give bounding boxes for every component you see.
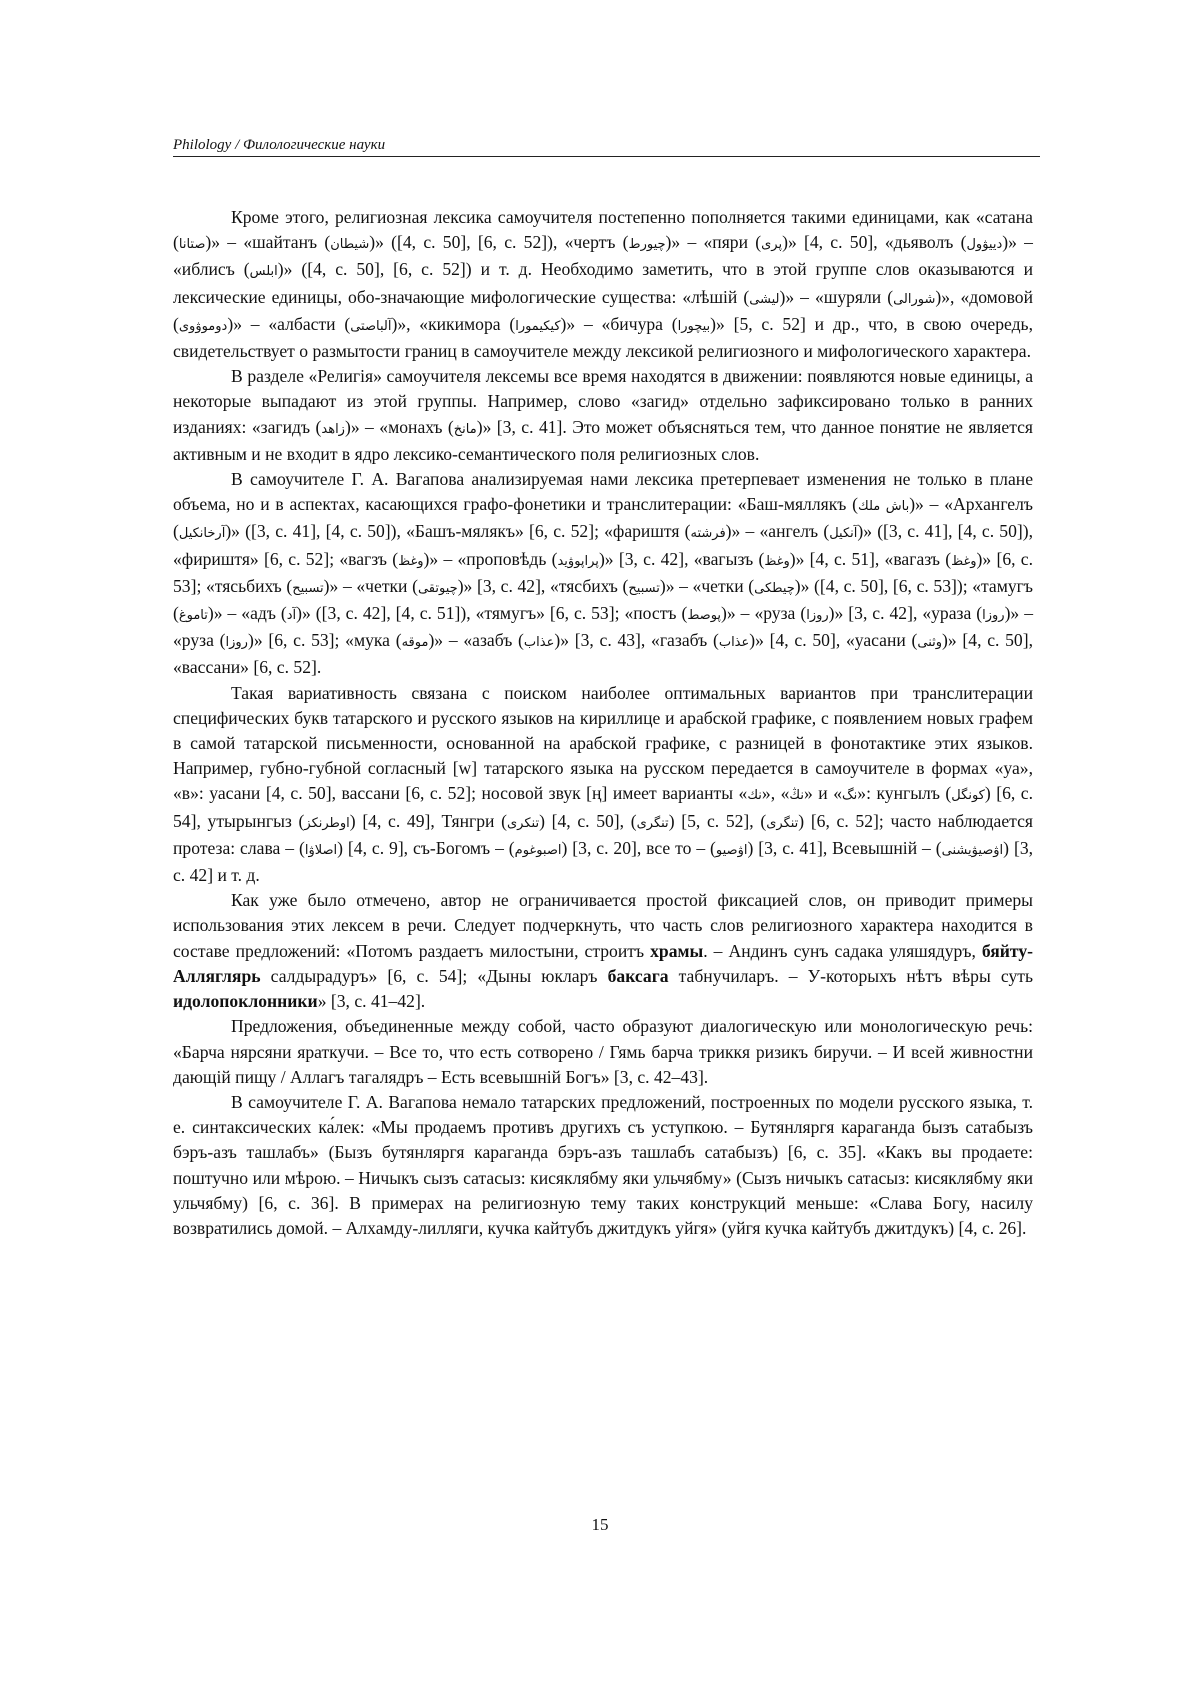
arabic-script-word: تنگرى — [636, 815, 669, 831]
bold-term: бяйту-Алляглярь — [173, 940, 1033, 986]
arabic-script-word: چيورط — [628, 237, 666, 253]
bold-term: идолопоклонники — [173, 991, 318, 1012]
paragraph — [173, 205, 1033, 364]
text-run: )» [6, с. 53]; «тясьбихъ ( — [173, 548, 1033, 596]
text-run: салдырадуръ» [6, с. 54]; «Дыны юкларъ — [260, 965, 608, 986]
arabic-script-word: ابلس — [249, 264, 278, 280]
text-run: )» – «бичура ( — [560, 313, 678, 334]
arabic-script-word: فرشته — [690, 526, 726, 542]
arabic-script-word: تاموغ — [178, 608, 208, 624]
paragraph — [173, 1014, 1033, 1090]
arabic-script-word: تسبيح — [628, 580, 660, 596]
text-run: )» – «проповѣдь ( — [423, 548, 558, 569]
text-run: ) [4, с. 9], съ-Богомъ – ( — [337, 837, 515, 858]
running-header: Philology / Филологические науки — [173, 136, 1040, 157]
text-run: )» [3, с. 42], «ураза ( — [828, 603, 983, 624]
text-run: табнучиларъ. – У-которыхъ нѣтъ вѣры суть — [668, 965, 1033, 986]
text-run: )» – «шуряли ( — [779, 286, 894, 307]
arabic-script-word: شيطان — [330, 237, 370, 253]
text-run: » [3, с. 41–42]. — [317, 991, 426, 1012]
text-run: )» ([4, с. 50], [6, с. 53]); «тамугъ ( — [173, 575, 1033, 624]
text-run: )» [3, с. 41]. Это может объясняться тем, что данное понятие не является активным и не входит в ядро лексико-семантического поля религиозных слов. — [173, 416, 1033, 464]
text-run: », « — [761, 783, 790, 804]
arabic-script-word: بيچورا — [677, 318, 711, 334]
arabic-script-word: زاهد — [321, 421, 345, 437]
text-run: )» [4, с. 50], «дьяволъ ( — [782, 232, 967, 253]
text-run: В разделе «Религія» самоучителя лексемы все время находятся в движении: появляются новые единицы, а некоторые выпадают из этой группы. Например, слово «загид» отдельно зафиксировано только в ранних изданиях: «загидъ ( — [173, 366, 1033, 437]
arabic-script-word: آلباصتى — [350, 318, 392, 334]
paragraph — [173, 1090, 1033, 1241]
arabic-script-word: وغظ — [951, 553, 977, 569]
arabic-script-word: اصبوغوم — [514, 842, 562, 858]
arabic-script-word: پراپوۋيد — [557, 553, 599, 569]
arabic-script-word: باش ملك — [858, 499, 910, 515]
arabic-script-word: تسبيح — [292, 580, 324, 596]
text-run: В самоучителе Г. А. Вагапова анализируемая нами лексика претерпевает изменения не только в плане объема, но и в аспектах, касающихся графо-фонетики и транслитерации: «Баш-мяллякъ ( — [173, 469, 1033, 515]
arabic-script-word: كونگل — [951, 788, 985, 804]
arabic-script-word: اۋصيۋيشنى — [941, 842, 1004, 858]
text-run: )» ([3, с. 42], [4, с. 51]), «тямугъ» [6, с. 53]; «постъ ( — [296, 603, 688, 624]
arabic-script-word: تنكرى — [507, 815, 540, 831]
arabic-script-word: وغظ — [398, 553, 424, 569]
arabic-script-word: وغظ — [764, 553, 790, 569]
article-body — [173, 205, 1033, 1241]
text-run: ) [3, с. 42] и т. д. — [173, 837, 1034, 886]
arabic-script-word: موقه — [401, 635, 429, 651]
text-run: ) [4, с. 49], Тянгри ( — [349, 810, 507, 831]
arabic-script-word: اصلاۋا — [304, 842, 338, 858]
arabic-script-word: پوصط — [687, 608, 722, 624]
paragraph — [173, 364, 1033, 467]
text-run: ) [6, с. 52]; часто наблюдается протеза: слава – ( — [173, 810, 1033, 858]
bold-term: баксага — [607, 965, 669, 986]
text-run: )» – «ангелъ ( — [725, 521, 830, 542]
text-run: » и « — [804, 783, 843, 804]
text-run: )» [4, с. 50], «уасани ( — [749, 630, 918, 651]
page-number: 15 — [591, 1515, 609, 1534]
paragraph — [173, 888, 1033, 1014]
arabic-script-word: روزا — [806, 608, 829, 624]
text-run: )» [4, с. 51], «вагазъ ( — [789, 548, 952, 569]
arabic-script-word: چيطكى — [754, 580, 795, 596]
paragraph — [173, 681, 1033, 889]
text-run: )» – «иблисъ ( — [173, 232, 1033, 280]
text-run: )» – «албасти ( — [227, 313, 351, 334]
arabic-script-word: كيكيمورا — [515, 318, 561, 334]
text-run: )» – «монахъ ( — [344, 416, 454, 437]
arabic-script-word: روزا — [982, 608, 1005, 624]
arabic-script-word: چيوتقى — [417, 580, 458, 596]
arabic-script-word: صتانا — [178, 237, 206, 253]
arabic-script-word: عذاب — [523, 635, 555, 651]
arabic-script-word: آنكيل — [829, 526, 858, 542]
arabic-script-word: نڭ — [789, 788, 804, 804]
text-run: )» – «шайтанъ ( — [205, 232, 331, 253]
arabic-script-word: نگ — [842, 788, 858, 804]
text-run: )» ([4, с. 50], [6, с. 52]), «чертъ ( — [369, 232, 629, 253]
text-run: )» ([4, с. 50], [6, с. 52]) и т. д. Необходимо заметить, что в этой группе слов оказываются и лексические единицы, обо-значающие мифологические существа: «лѣшій ( — [173, 259, 1033, 307]
bold-term: храмы — [650, 940, 704, 961]
text-run: »: кунгылъ ( — [857, 783, 952, 804]
text-run: В самоучителе Г. А. Вагапова немало татарских предложений, построенных по модели русского языка, т. е. синтаксических ка́лек: «Мы продаемъ противъ другихъ съ уступкою. – Бутянляргя караганда бызъ сатабызъ бэръ-азъ ташлабъ» (Бызъ бутянляргя караганда бэръ-азъ ташлабъ сатабызъ) [6, с. 35]. «Какъ вы продаете: поштучно или мѣрою. – Ничыкъ сызъ сатасыз: кисяклябму яки ульчябму» (Сызъ ничыкъ сатасыз: кисяклябму яки ульчябму) [6, с. 36]. В примерах на религиозную тему таких конструкций меньше: «Слава Богу, насилу возвратились домой. – Алхамду-лилляги, кучка кайтубъ джитдукъ уйгя» (уйгя кучка кайтубъ джитдукъ) [4, с. 26]. — [173, 1091, 1033, 1238]
text-run: )» – «руза ( — [173, 603, 1033, 651]
text-run: )» [6, с. 53]; «мука ( — [247, 630, 402, 651]
arabic-script-word: وثنى — [917, 635, 943, 651]
arabic-script-word: عذاب — [718, 635, 750, 651]
arabic-script-word: نك — [747, 788, 762, 804]
text-run: )» [4, с. 50], «вассани» [6, с. 52]. — [173, 630, 1033, 678]
arabic-script-word: مانخ — [453, 421, 477, 437]
text-run: )», «кикимора ( — [391, 313, 516, 334]
text-run: ) [3, с. 20], все то – ( — [561, 837, 716, 858]
text-run: Предложения, объединенные между собой, часто образуют диалогическую или монологическую речь: «Барча нярсяни яраткучи. – Все то, что есть сотворено / Гямь барча триккя ризикъ биручи. – И всей живностни дающій пищу / Аллагъ тагалядръ – Есть всевышній Богъ» [3, с. 42–43]. — [173, 1016, 1033, 1087]
text-run: )» [3, с. 42], «вагызъ ( — [598, 548, 765, 569]
text-run: )» – «четки ( — [323, 575, 418, 596]
arabic-script-word: دوموۋوى — [178, 318, 228, 334]
arabic-script-word: آد — [286, 608, 297, 624]
text-run: )» ([3, с. 41], [4, с. 50]), «Башъ-мялякъ» [6, с. 52]; «фариштя ( — [225, 521, 691, 542]
text-run: )» – «адъ ( — [207, 603, 287, 624]
text-run: ) [5, с. 52], ( — [668, 810, 767, 831]
arabic-script-word: پرى — [761, 237, 783, 253]
text-run: )» – «азабъ ( — [428, 630, 524, 651]
text-run: )» – «Архангелъ ( — [173, 494, 1033, 542]
text-run: )» – «четки ( — [659, 575, 755, 596]
text-run: Как уже было отмечено, автор не ограничивается простой фиксацией слов, он приводит примеры использования этих лексем в речи. Следует подчеркнуть, что часть слов религиозного характера находится в составе предложений: «Потомъ раздаетъ милостыни, строитъ — [173, 890, 1033, 961]
paragraph — [173, 467, 1033, 681]
text-run: )» – «руза ( — [721, 603, 807, 624]
text-run: )» – «пяри ( — [665, 232, 762, 253]
arabic-script-word: شورالى — [893, 291, 936, 307]
arabic-script-word: اوطرنكز — [304, 815, 350, 831]
text-run: )» [3, с. 42], «тясбихъ ( — [457, 575, 629, 596]
text-run: ) [6, с. 54], утырынгыз ( — [173, 783, 1034, 831]
text-run: )» [5, с. 52] и др., что, в свою очередь, свидетельствует о размытости границ в самоучителе между лексикой религиозного и мифологического характера. — [173, 313, 1033, 362]
arabic-script-word: تنگرى — [766, 815, 799, 831]
text-run: . – Андинъ сунъ садака уляшядуръ, — [703, 940, 982, 961]
arabic-script-word: آرخانكيل — [178, 526, 226, 542]
arabic-script-word: روزا — [225, 635, 248, 651]
arabic-script-word: دييۋول — [966, 237, 1003, 253]
text-run: Такая вариативность связана с поиском наиболее оптимальных вариантов при транслитерации специфических букв татарского и русского языков на кириллице и арабской графике, с появлением новых графем в самой татарской письменности, основанной на арабской графике, с разницей в фонотактике этих языков. Например, губно-губной согласный [w] татарского языка на русском передается в самоучителе в формах «уа», «в»: уасани [4, с. 50], вассани [6, с. 52]; носовой звук [ң] имеет варианты « — [173, 682, 1033, 804]
text-run: ) [3, с. 41], Всевышній – ( — [747, 837, 942, 858]
text-run: )», «домовой ( — [173, 286, 1033, 334]
arabic-script-word: اۋصيو — [715, 842, 748, 858]
text-run: ) [4, с. 50], ( — [539, 810, 637, 831]
text-run: )» ([3, с. 41], [4, с. 50]), «фириштя» [6, с. 52]; «вагзъ ( — [173, 521, 1033, 569]
text-run: )» [3, с. 43], «газабъ ( — [554, 630, 719, 651]
text-run: Кроме этого, религиозная лексика самоучителя постепенно пополняется такими единицами, как «сатана ( — [173, 207, 1033, 253]
arabic-script-word: ليشى — [749, 291, 780, 307]
